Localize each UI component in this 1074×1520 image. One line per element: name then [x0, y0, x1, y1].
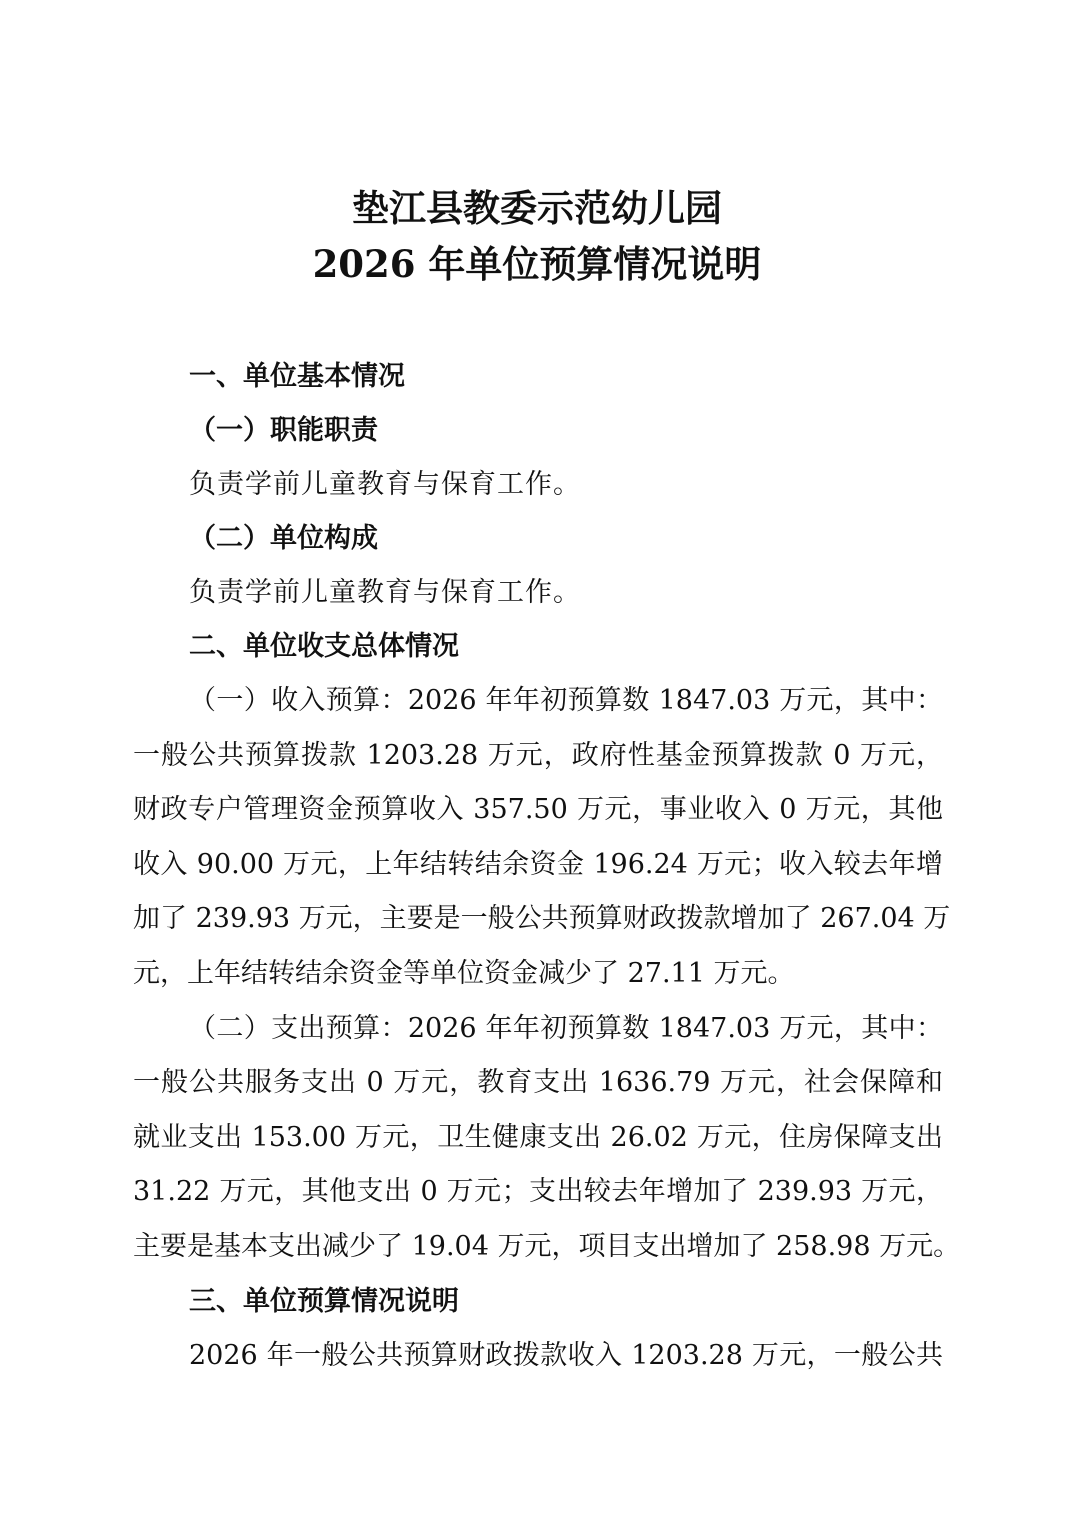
subsection-heading-composition: （二）单位构成	[189, 523, 378, 554]
paragraph-line: 元，上年结转结余资金等单位资金减少了 27.11 万元。	[133, 957, 795, 989]
paragraph-line: 主要是基本支出减少了 19.04 万元，项目支出增加了 258.98 万元。	[133, 1230, 961, 1262]
income-budget-paragraph	[133, 674, 951, 1002]
paragraph-line: 2026 年一般公共预算财政拨款收入 1203.28 万元，一般公共	[189, 1339, 943, 1371]
paragraph-line: 就业支出 153.00 万元，卫生健康支出 26.02 万元，住房保障支出	[133, 1121, 943, 1153]
expense-budget-paragraph	[133, 1002, 961, 1275]
section-heading-basic-info: 一、单位基本情况	[189, 361, 405, 392]
paragraph-line: 31.22 万元，其他支出 0 万元；支出较去年增加了 239.93 万元，	[133, 1176, 943, 1208]
paragraph-line: 收入 90.00 万元，上年结转结余资金 196.24 万元；收入较去年增	[133, 848, 943, 880]
paragraph-line: （一）收入预算：2026 年年初预算数 1847.03 万元，其中：	[189, 685, 943, 716]
section-heading-budget-explanation: 三、单位预算情况说明	[189, 1285, 459, 1317]
document-title-line1: 垫江县教委示范幼儿园	[352, 186, 722, 230]
section-heading-overall: 二、单位收支总体情况	[189, 631, 459, 662]
budget-explanation-paragraph	[133, 1329, 943, 1384]
functions-text: 负责学前儿童教育与保育工作。	[189, 469, 581, 500]
paragraph-line: （二）支出预算：2026 年年初预算数 1847.03 万元，其中：	[189, 1012, 943, 1044]
document-title-line2: 2026 年单位预算情况说明	[312, 242, 762, 286]
paragraph-line: 加了 239.93 万元，主要是一般公共预算财政拨款增加了 267.04 万	[133, 903, 951, 935]
document-body	[133, 350, 961, 1383]
composition-text: 负责学前儿童教育与保育工作。	[189, 577, 581, 608]
subsection-heading-functions: （一）职能职责	[189, 415, 378, 446]
paragraph-line: 财政专户管理资金预算收入 357.50 万元，事业收入 0 万元，其他	[133, 794, 943, 826]
paragraph-line: 一般公共预算拨款 1203.28 万元，政府性基金预算拨款 0 万元，	[133, 739, 943, 771]
paragraph-line: 一般公共服务支出 0 万元，教育支出 1636.79 万元，社会保障和	[133, 1067, 943, 1099]
